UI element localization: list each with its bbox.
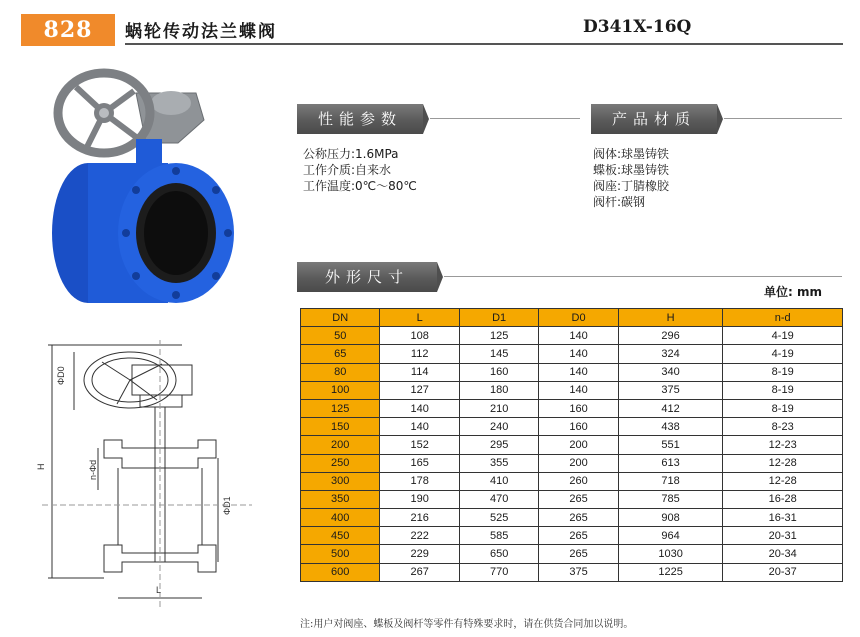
dimensions-table xyxy=(300,308,843,582)
product-model: D341X-16Q xyxy=(583,17,692,37)
table-cell: 8-23 xyxy=(723,418,843,436)
dimensions-divider xyxy=(444,276,842,277)
performance-divider xyxy=(430,118,580,119)
table-cell: 265 xyxy=(539,545,618,563)
spec-pressure: 公称压力:1.6MPa xyxy=(303,147,399,161)
table-cell: 140 xyxy=(380,399,459,417)
table-cell: 770 xyxy=(459,563,538,581)
table-cell: 112 xyxy=(380,345,459,363)
table-cell: 300 xyxy=(301,472,380,490)
table-cell: 125 xyxy=(459,327,538,345)
table-cell: 229 xyxy=(380,545,459,563)
table-cell: 114 xyxy=(380,363,459,381)
table-cell: 210 xyxy=(459,399,538,417)
table-row xyxy=(301,472,843,490)
label-d0: ΦD0 xyxy=(56,366,66,385)
product-title: 蜗轮传动法兰蝶阀 xyxy=(125,22,277,42)
table-cell: 4-19 xyxy=(723,327,843,345)
table-cell: 350 xyxy=(301,490,380,508)
table-cell: 4-19 xyxy=(723,345,843,363)
table-cell: 140 xyxy=(539,345,618,363)
table-cell: 190 xyxy=(380,490,459,508)
column-header: D1 xyxy=(459,309,538,327)
table-cell: 50 xyxy=(301,327,380,345)
table-cell: 152 xyxy=(380,436,459,454)
materials-divider xyxy=(724,118,842,119)
table-cell: 140 xyxy=(539,363,618,381)
table-cell: 1030 xyxy=(618,545,723,563)
table-row xyxy=(301,418,843,436)
table-cell: 500 xyxy=(301,545,380,563)
table-cell: 20-37 xyxy=(723,563,843,581)
table-cell: 340 xyxy=(618,363,723,381)
table-cell: 16-31 xyxy=(723,509,843,527)
material-disc: 蝶板:球墨铸铁 xyxy=(593,163,670,177)
table-cell: 324 xyxy=(618,345,723,363)
column-header: D0 xyxy=(539,309,618,327)
table-cell: 80 xyxy=(301,363,380,381)
label-d1: ΦD1 xyxy=(222,496,232,515)
table-row xyxy=(301,327,843,345)
header-divider xyxy=(125,43,843,45)
table-cell: 108 xyxy=(380,327,459,345)
table-cell: 410 xyxy=(459,472,538,490)
table-cell: 200 xyxy=(539,436,618,454)
table-row xyxy=(301,527,843,545)
table-cell: 296 xyxy=(618,327,723,345)
table-cell: 8-19 xyxy=(723,399,843,417)
table-cell: 600 xyxy=(301,563,380,581)
table-cell: 470 xyxy=(459,490,538,508)
table-cell: 964 xyxy=(618,527,723,545)
table-cell: 375 xyxy=(539,563,618,581)
spec-medium: 工作介质:自来水 xyxy=(303,163,392,177)
table-row xyxy=(301,563,843,581)
table-cell: 908 xyxy=(618,509,723,527)
page-header xyxy=(0,0,860,48)
spec-temperature: 工作温度:0℃～80℃ xyxy=(303,179,417,193)
table-cell: 450 xyxy=(301,527,380,545)
table-row xyxy=(301,454,843,472)
table-cell: 265 xyxy=(539,527,618,545)
table-cell: 551 xyxy=(618,436,723,454)
table-row xyxy=(301,363,843,381)
materials-heading: 产品材质 xyxy=(591,104,717,134)
material-seat: 阀座:丁腈橡胶 xyxy=(593,179,670,193)
table-cell: 65 xyxy=(301,345,380,363)
label-h: H xyxy=(36,463,46,470)
table-cell: 178 xyxy=(380,472,459,490)
table-cell: 127 xyxy=(380,381,459,399)
table-cell: 165 xyxy=(380,454,459,472)
table-cell: 785 xyxy=(618,490,723,508)
table-cell: 718 xyxy=(618,472,723,490)
table-cell: 613 xyxy=(618,454,723,472)
table-cell: 260 xyxy=(539,472,618,490)
table-cell: 375 xyxy=(618,381,723,399)
column-header: L xyxy=(380,309,459,327)
table-cell: 145 xyxy=(459,345,538,363)
table-cell: 525 xyxy=(459,509,538,527)
table-row xyxy=(301,545,843,563)
table-cell: 125 xyxy=(301,399,380,417)
table-cell: 355 xyxy=(459,454,538,472)
table-row xyxy=(301,381,843,399)
table-body xyxy=(301,327,843,582)
material-stem: 阀杆:碳钢 xyxy=(593,195,646,209)
table-cell: 438 xyxy=(618,418,723,436)
column-header: DN xyxy=(301,309,380,327)
table-cell: 295 xyxy=(459,436,538,454)
table-cell: 150 xyxy=(301,418,380,436)
table-row xyxy=(301,399,843,417)
table-cell: 585 xyxy=(459,527,538,545)
label-nd: n-Φd xyxy=(88,459,98,480)
dimensions-heading: 外形尺寸 xyxy=(297,262,437,292)
table-cell: 12-28 xyxy=(723,472,843,490)
footnote: 注:用户对阀座、蝶板及阀杆等零件有特殊要求时，请在供货合同加以说明。 xyxy=(300,619,634,630)
table-cell: 12-23 xyxy=(723,436,843,454)
table-cell: 400 xyxy=(301,509,380,527)
table-row xyxy=(301,490,843,508)
column-header: n-d xyxy=(723,309,843,327)
valve-photo xyxy=(46,65,236,310)
materials-list xyxy=(593,146,669,210)
table-cell: 200 xyxy=(301,436,380,454)
table-cell: 180 xyxy=(459,381,538,399)
valve-dimension-drawing xyxy=(22,340,262,610)
table-row xyxy=(301,345,843,363)
table-cell: 250 xyxy=(301,454,380,472)
table-cell: 140 xyxy=(539,327,618,345)
page-number-badge: 828 xyxy=(21,14,115,46)
table-cell: 20-34 xyxy=(723,545,843,563)
table-cell: 216 xyxy=(380,509,459,527)
table-cell: 267 xyxy=(380,563,459,581)
table-cell: 140 xyxy=(380,418,459,436)
table-cell: 222 xyxy=(380,527,459,545)
unit-label: 单位: mm xyxy=(764,285,822,299)
table-cell: 100 xyxy=(301,381,380,399)
table-cell: 200 xyxy=(539,454,618,472)
table-cell: 240 xyxy=(459,418,538,436)
performance-list xyxy=(303,146,417,194)
column-header: H xyxy=(618,309,723,327)
table-cell: 16-28 xyxy=(723,490,843,508)
table-cell: 20-31 xyxy=(723,527,843,545)
label-l: L xyxy=(156,585,162,595)
table-cell: 8-19 xyxy=(723,381,843,399)
table-cell: 12-28 xyxy=(723,454,843,472)
table-cell: 265 xyxy=(539,490,618,508)
table-header-row xyxy=(301,309,843,327)
table-cell: 160 xyxy=(539,399,618,417)
table-cell: 265 xyxy=(539,509,618,527)
table-cell: 1225 xyxy=(618,563,723,581)
table-cell: 140 xyxy=(539,381,618,399)
table-cell: 160 xyxy=(539,418,618,436)
table-cell: 650 xyxy=(459,545,538,563)
table-row xyxy=(301,509,843,527)
performance-heading: 性能参数 xyxy=(297,104,423,134)
table-row xyxy=(301,436,843,454)
table-cell: 160 xyxy=(459,363,538,381)
table-cell: 412 xyxy=(618,399,723,417)
table-cell: 8-19 xyxy=(723,363,843,381)
material-body: 阀体:球墨铸铁 xyxy=(593,147,670,161)
